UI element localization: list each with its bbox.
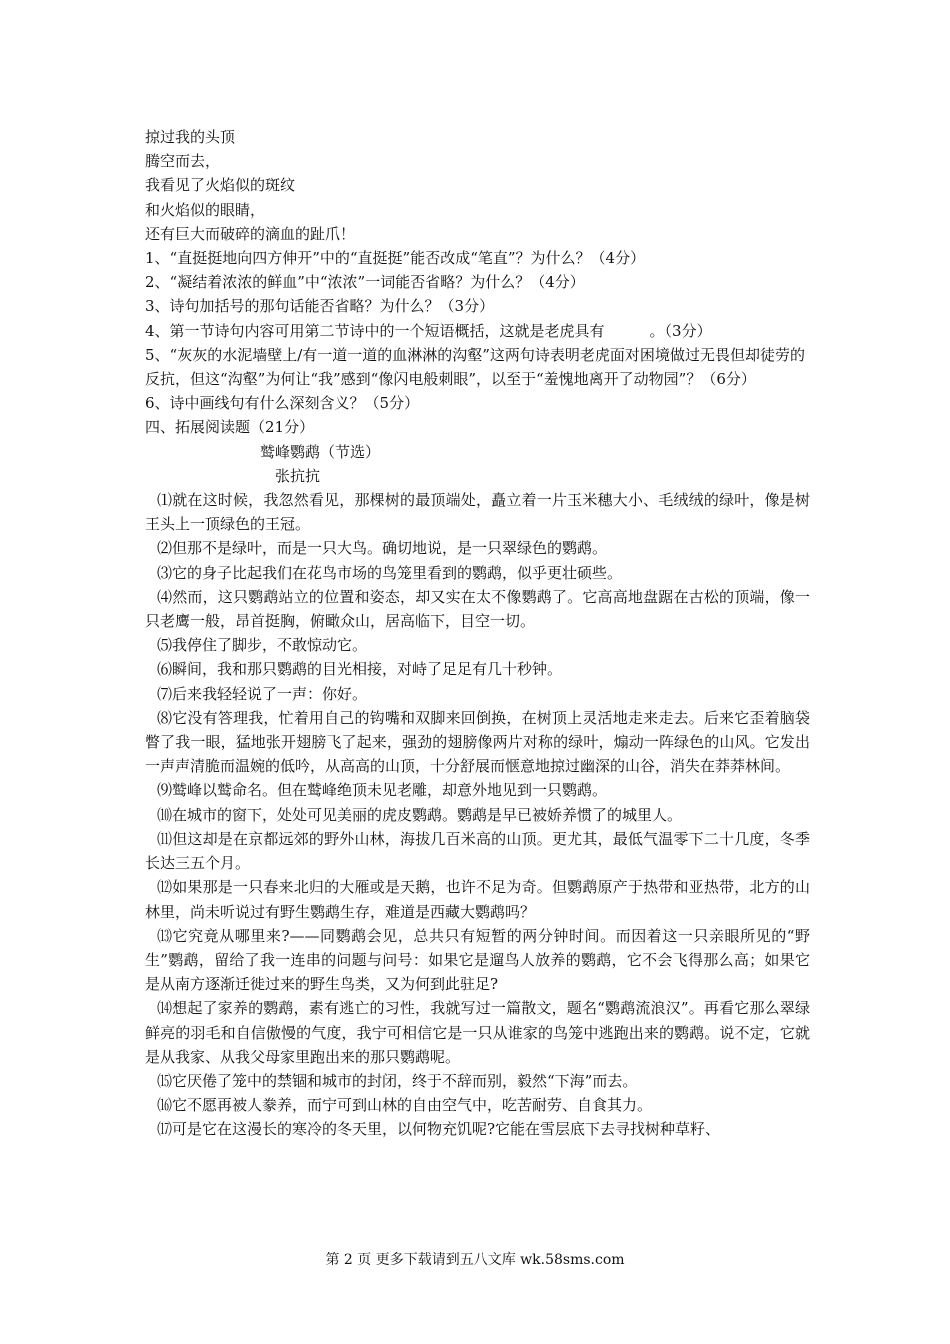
article-author: 张抗抗 (275, 466, 321, 485)
paragraph: ⑻它没有答理我，忙着用自己的钩嘴和双脚来回倒换，在树顶上灵活地走来走去。后来它歪着脑袋瞥了我一眼，猛地张开翅膀飞了起来，强劲的翅膀像两片对称的绿叶，煽动一阵绿色的山风。它发出一声声清脆而温婉的低吟，从高高的山顶，十分舒展而惬意地掠过幽深的山谷，消失在莽莽林间。 (145, 708, 810, 776)
poem-excerpt (145, 125, 810, 246)
paragraph: ⑶它的身子比起我们在花鸟市场的鸟笼里看到的鹦鹉，似乎更壮硕些。 (157, 563, 623, 582)
question: 2、“凝结着浓浓的鲜血”中“浓浓”一词能否省略？为什么？（4分） (145, 273, 585, 292)
paragraph: ⑿如果那是一只春来北归的大雁或是天鹅，也许不足为奇。但鹦鹉原产于热带和亚热带，北方的山林里，尚未听说过有野生鹦鹉生存，难道是西藏大鹦鹉吗？ (145, 878, 810, 921)
paragraph: ⑼鹫峰以鹫命名。但在鹫峰绝顶未见老雕，却意外地见到一只鹦鹉。 (157, 781, 608, 800)
section-heading: 四、拓展阅读题（21分） (145, 418, 315, 437)
paragraph: ⒀它究竟从哪里来?——同鹦鹉会见，总共只有短暂的两分钟时间。而因着这一只亲眼所见的“野生”鹦鹉，留给了我一连串的问题与问号：如果它是遛鸟人放养的鹦鹉，它不会飞得那么高；如果它是从南方逐渐迁徙过来的野生鸟类，又为何到此驻足? (145, 926, 810, 994)
paragraph: ⑵但那不是绿叶，而是一只大鸟。确切地说，是一只翠绿色的鹦鹉。 (157, 539, 608, 558)
page-footer: 第 2 页 更多下载请到五八文库 wk.58sms.com (325, 1252, 625, 1268)
poem-line: 腾空而去， (145, 152, 221, 171)
article-paragraphs (145, 488, 810, 1141)
question: 4、第一节诗句内容可用第二节诗中的一个短语概括，这就是老虎具有 。（3分） (145, 321, 712, 340)
question: 6、诗中画线句有什么深刻含义？（5分） (145, 394, 420, 413)
poem-line: 和火焰似的眼睛， (145, 200, 266, 219)
article-title: 鹫峰鹦鹉（节选） (260, 442, 381, 461)
paragraph: ⑺后来我轻轻说了一声：你好。 (157, 684, 368, 703)
paragraph: ⑾但这却是在京都远郊的野外山林，海拔几百米高的山顶。更尤其，最低气温零下二十几度，冬季长达三五个月。 (145, 829, 810, 873)
poem-line: 掠过我的头顶 (145, 128, 236, 146)
paragraph: ⑷然而，这只鹦鹉站立的位置和姿态，却又实在太不像鹦鹉了。它高高地盘踞在古松的顶端，像一只老鹰一般，昂首挺胸，俯瞰众山，居高临下，目空一切。 (145, 587, 810, 631)
paragraph: ⒄可是它在这漫长的寒冷的冬天里，以何物充饥呢?它能在雪层底下去寻找树种草籽、 (157, 1120, 721, 1139)
question: 5、“灰灰的水泥墙壁上/有一道一道的血淋淋的沟壑”这两句诗表明老虎面对困境做过无畏但却徒劳的反抗，但这“沟壑”为何让“我”感到“像闪电般刺眼”，以至于“羞愧地离开了动物园”？（6分） (145, 345, 805, 389)
paragraph: ⑽在城市的窗下，处处可见美丽的虎皮鹦鹉。鹦鹉是早已被娇养惯了的城里人。 (157, 805, 683, 824)
paragraph: ⒃它不愿再被人豢养，而宁可到山林的自由空气中，吃苦耐劳、自食其力。 (157, 1096, 653, 1115)
poem-line: 还有巨大而破碎的滴血的趾爪！ (145, 224, 356, 243)
question-list (145, 246, 810, 415)
question: 1、“直挺挺地向四方伸开”中的“直挺挺”能否改成“笔直”？为什么？（4分） (145, 249, 646, 268)
document-body (145, 125, 810, 1142)
poem-line: 我看见了火焰似的斑纹 (145, 176, 296, 195)
paragraph: ⑴就在这时候，我忽然看见，那棵树的最顶端处，矗立着一片玉米穗大小、毛绒绒的绿叶，像是树王头上一顶绿色的王冠。 (145, 491, 810, 534)
paragraph: ⑹瞬间，我和那只鹦鹉的目光相接，对峙了足足有几十秒钟。 (157, 660, 563, 679)
paragraph: ⑸我停住了脚步，不敢惊动它。 (157, 636, 368, 655)
paragraph: ⒂它厌倦了笼中的禁锢和城市的封闭，终于不辞而别，毅然“下海”而去。 (157, 1071, 638, 1090)
question: 3、诗句加括号的那句话能否省略？为什么？（3分） (145, 297, 495, 316)
paragraph: ⒁想起了家养的鹦鹉，素有逃亡的习性，我就写过一篇散文，题名“鹦鹉流浪汉”。再看它那么翠绿鲜亮的羽毛和自信傲慢的气度，我宁可相信它是一只从谁家的鸟笼中逃跑出来的鹦鹉。说不定，它就是从我家、从我父母家里跑出来的那只鹦鹉呢。 (145, 999, 810, 1066)
